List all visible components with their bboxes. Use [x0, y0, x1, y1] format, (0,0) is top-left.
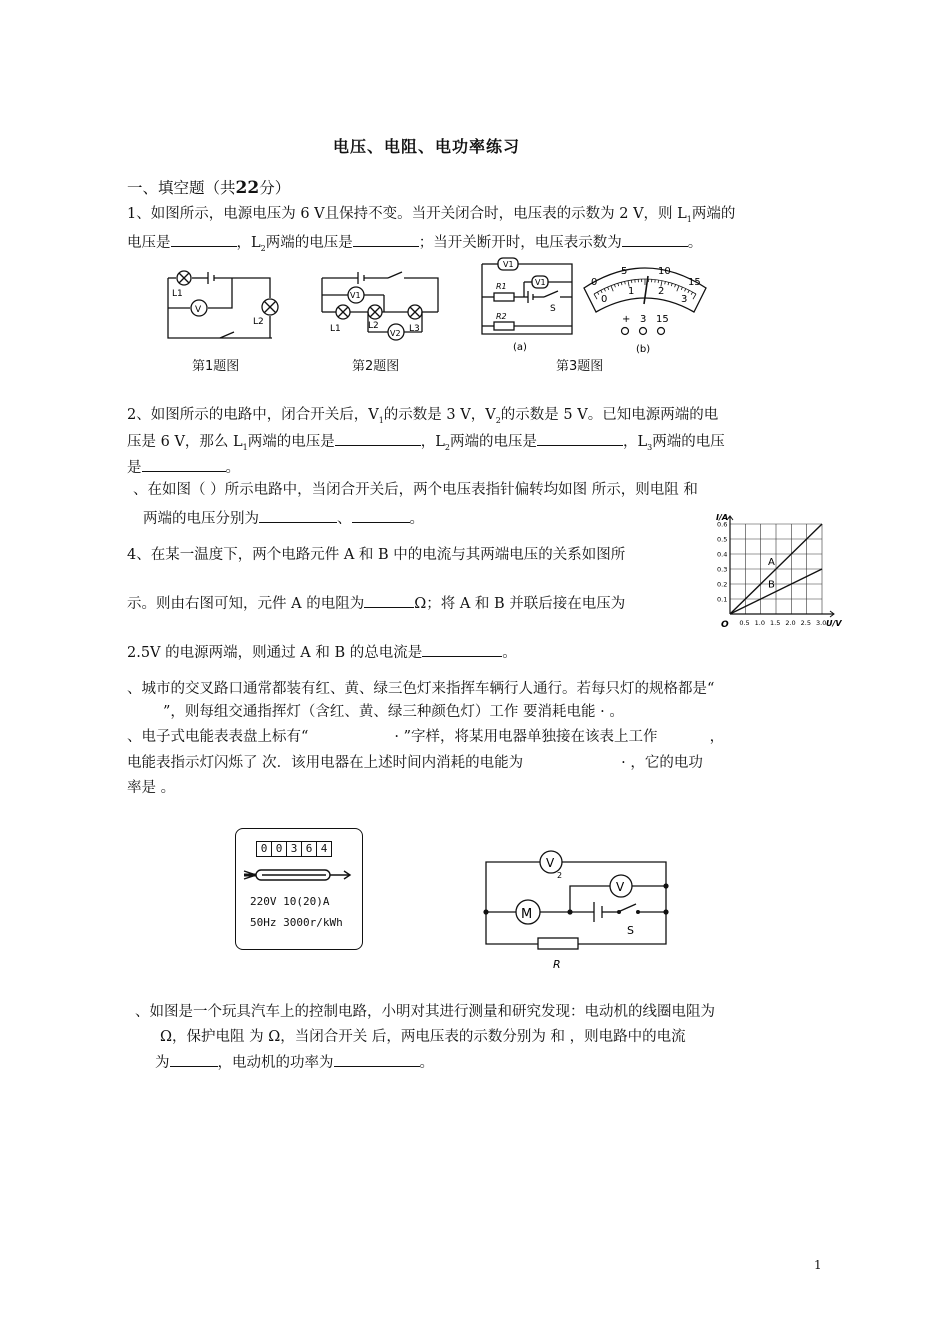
- q2-text: 。: [225, 460, 240, 476]
- meter-tick: [594, 294, 597, 299]
- meter-terminal-label: +: [622, 314, 631, 325]
- series-label: A: [768, 557, 775, 568]
- chart-origin: O: [721, 620, 729, 630]
- q5-line2: ”，则每组交通指挥灯（含红、黄、绿三种颜色灯）工作 要消耗电能 · 。: [163, 704, 624, 720]
- q5-line1: 、城市的交叉路口通常都装有红、黄、绿三色灯来指挥车辆行人通行。若每只灯的规格都是“: [127, 681, 715, 697]
- figure-3a-circuit: [476, 256, 576, 354]
- q4-text: 示。则由右图可知，元件 A 的电阻为: [127, 596, 365, 612]
- q7-blank-2[interactable]: [334, 1051, 420, 1067]
- meter-digit: 0: [272, 841, 287, 857]
- q3-text: 两端的电压分别为: [143, 511, 259, 527]
- q2-sub: 1: [242, 443, 248, 452]
- circuit2-label: 2: [557, 871, 563, 880]
- q4-blank-1[interactable]: [364, 592, 414, 608]
- q1-line2: [127, 231, 702, 259]
- meter-tick: [621, 282, 622, 285]
- meter-tick: [665, 281, 666, 284]
- fig2-label: V1: [350, 291, 361, 300]
- meter-terminal-label: 3: [640, 314, 647, 325]
- figure-1-circuit: [160, 262, 290, 342]
- meter-scale-bottom: 3: [681, 294, 688, 305]
- section-unit: 分）: [259, 179, 291, 197]
- meter-tick: [614, 284, 615, 287]
- chart-ylabel: I/A: [716, 513, 729, 522]
- terminal-circle: [658, 328, 665, 335]
- q7-line3: [155, 1051, 434, 1073]
- q6-line2: [127, 753, 703, 773]
- circuit2-label: R: [553, 958, 561, 971]
- meter-rating: 50Hz 3000r/kWh: [250, 916, 343, 929]
- x-tick-label: 3.0: [816, 619, 827, 627]
- q2-text: 两端的电压是: [247, 434, 335, 450]
- q2-line1: [127, 405, 718, 431]
- fig3a-sublabel: (a): [513, 342, 527, 353]
- q1-text: 电压是: [127, 235, 171, 251]
- q3-line1: 、在如图（ ）所示电路中，当闭合开关后，两个电压表指针偏转均如图 所示，则电阻 和: [133, 482, 698, 498]
- chart-xlabel: U/V: [826, 619, 842, 628]
- q2-text: 两端的电压是: [449, 434, 537, 450]
- q1-text: 两端的: [691, 206, 736, 222]
- meter-scale-bottom: 1: [628, 286, 635, 297]
- q2-text: 是: [127, 460, 142, 476]
- q2-sub: 1: [378, 416, 384, 425]
- meter-tick: [685, 289, 686, 292]
- q3-blank-2[interactable]: [352, 507, 410, 523]
- y-tick-label: 0.4: [717, 550, 728, 559]
- q2-text: 的示数是 3 V，V: [383, 407, 496, 423]
- meter-tick: [688, 290, 689, 293]
- page-title: 电压、电阻、电功率练习: [333, 137, 521, 156]
- meter-rating: 220V 10(20)A: [250, 895, 330, 908]
- circuit2-label: S: [627, 924, 634, 937]
- q1-blank-3[interactable]: [622, 231, 688, 247]
- fig2-caption: 第2题图: [352, 359, 400, 374]
- q2-text: ，L: [622, 434, 648, 450]
- q2-text: 2、如图所示的电路中，闭合开关后，V: [127, 407, 379, 423]
- q2-text: ，L: [420, 434, 445, 450]
- q2-sub: 3: [647, 443, 653, 452]
- meter-tick: [597, 292, 598, 295]
- meter-tick: [677, 286, 679, 292]
- meter-tick: [601, 290, 602, 293]
- q1-text: ；当开关断开时，电压表示数为: [418, 235, 622, 251]
- toy-car-circuit: [478, 848, 678, 974]
- q2-sub: 2: [444, 443, 450, 452]
- y-tick-label: 0.3: [717, 565, 728, 574]
- meter-tick: [611, 286, 613, 292]
- y-tick-label: 0.5: [717, 535, 728, 544]
- meter-scale-bottom: 2: [658, 286, 665, 297]
- series-label: B: [768, 579, 775, 591]
- terminal-circle: [622, 328, 629, 335]
- q4-line2: [127, 592, 625, 614]
- meter-tick: [608, 287, 609, 290]
- meter-tick: [681, 287, 682, 290]
- q1-line1: [127, 204, 735, 230]
- q6-text: 、电子式电能表表盘上标有“: [127, 729, 309, 745]
- q4-blank-2[interactable]: [422, 641, 502, 657]
- q1-text: 1、如图所示，电源电压为 6 V且保持不变。当开关闭合时，电压表的示数为 2 V，则 L: [127, 206, 687, 222]
- fig3a-label: R2: [496, 312, 507, 321]
- meter-scale-bottom: 0: [601, 294, 608, 305]
- terminal-circle: [640, 328, 647, 335]
- q6-text: 电能表指示灯闪烁了 次．该用电器在上述时间内消耗的电能为: [127, 755, 524, 771]
- meter-scale-top: 15: [688, 277, 701, 288]
- y-tick-label: 0.2: [717, 580, 728, 589]
- q6-text: · ”字样，将某用电器单独接在该表上工作: [394, 729, 658, 745]
- q7-text: 。: [419, 1055, 434, 1071]
- q6-text: ，: [709, 729, 725, 745]
- q1-text: 。: [687, 235, 703, 251]
- circuit2-label: M: [521, 907, 533, 922]
- meter-digits: [256, 841, 332, 857]
- q4-text: Ω；将 A 和 B 并联后接在电压为: [414, 596, 626, 612]
- meter-digit: 3: [287, 841, 302, 857]
- meter-scale-top: 5: [621, 266, 628, 277]
- figure-2-circuit: [318, 262, 448, 342]
- q4-text: 。: [502, 645, 517, 661]
- meter-tick: [671, 283, 672, 286]
- y-tick-label: 0.1: [717, 595, 728, 604]
- q6-line1: [127, 727, 724, 747]
- fig1-label: L2: [253, 317, 264, 327]
- fig3b-sublabel: (b): [636, 344, 651, 355]
- q4-line1: 4、在某一温度下，两个电路元件 A 和 B 中的电流与其两端电压的关系如图所: [127, 547, 626, 563]
- q1-sub: 2: [260, 244, 266, 253]
- q7-text: ，电动机的功率为: [217, 1055, 334, 1071]
- fig1-label: L1: [172, 289, 183, 299]
- q6-line3: 率是 。: [127, 780, 176, 796]
- q1-blank-1[interactable]: [171, 231, 237, 247]
- q2-blank-3[interactable]: [142, 456, 226, 472]
- q7-line2: Ω，保护电阻 为 Ω，当闭合开关 后，两电压表的示数分别为 和 ，则电路中的电流: [160, 1029, 686, 1045]
- meter-tick: [625, 281, 626, 284]
- fig2-label: L1: [330, 324, 341, 334]
- fig1-label: V: [195, 305, 202, 315]
- q2-blank-2[interactable]: [537, 430, 623, 446]
- meter-digit: 4: [317, 841, 332, 857]
- x-tick-label: 0.5: [739, 619, 750, 627]
- section-heading: [127, 178, 290, 198]
- q1-sub: 1: [686, 215, 692, 224]
- q4-text: 2.5V 的电源两端，则通过 A 和 B 的总电流是: [127, 645, 423, 661]
- fig3a-label: V1: [535, 278, 546, 287]
- fig2-label: L2: [368, 321, 379, 331]
- q2-blank-1[interactable]: [335, 430, 421, 446]
- q7-line1: 、如图是一个玩具汽车上的控制电路，小明对其进行测量和研究发现：电动机的线圈电阻为: [135, 1004, 715, 1020]
- iu-graph: [706, 508, 846, 634]
- x-tick-label: 2.0: [785, 619, 796, 627]
- y-tick-label: 0.6: [717, 520, 728, 529]
- meter-tick: [691, 292, 692, 295]
- fig2-label: V2: [390, 329, 401, 338]
- page-number: 1: [814, 1258, 822, 1272]
- q3-line2: [143, 507, 424, 529]
- fig1-caption: 第1题图: [192, 359, 240, 374]
- x-tick-label: 1.0: [754, 619, 766, 627]
- circuit2-label: V: [546, 856, 555, 870]
- q2-line3: [127, 456, 240, 478]
- meter-tick: [675, 284, 676, 287]
- x-tick-label: 1.5: [770, 619, 781, 627]
- meter-scale-top: 10: [658, 266, 671, 277]
- x-tick-label: 2.5: [800, 619, 812, 627]
- meter-tick: [693, 294, 696, 299]
- energy-meter: [235, 828, 363, 950]
- meter-indicator-icon: [242, 865, 356, 885]
- q2-line2: [127, 430, 725, 458]
- q3-text: 、: [337, 511, 352, 527]
- meter-terminal-label: 15: [656, 314, 669, 325]
- q2-sub: 2: [495, 416, 501, 425]
- q3-blank-1[interactable]: [259, 507, 337, 523]
- circuit2-label: V: [616, 880, 625, 894]
- figure-3b-voltmeter: [580, 258, 710, 356]
- q1-text: 两端的电压是: [265, 235, 353, 251]
- fig3a-label: R1: [496, 282, 507, 291]
- fig3a-label: V1: [503, 260, 514, 269]
- meter-digit: 0: [256, 841, 272, 857]
- meter-tick: [618, 283, 619, 286]
- meter-scale-top: 0: [591, 277, 598, 288]
- q1-text: ，L: [236, 235, 261, 251]
- q3-text: 。: [409, 511, 424, 527]
- meter-digit: 6: [302, 841, 317, 857]
- q2-text: 压是 6 V，那么 L: [127, 434, 243, 450]
- q2-text: 两端的电压: [652, 434, 725, 450]
- q1-blank-2[interactable]: [353, 231, 419, 247]
- fig2-label: L3: [409, 324, 420, 334]
- fig3-caption: 第3题图: [556, 359, 604, 374]
- q6-text: · ，它的电功: [621, 755, 703, 771]
- q7-text: 为: [155, 1055, 170, 1071]
- q7-blank-1[interactable]: [170, 1051, 218, 1067]
- q2-text: 的示数是 5 V。已知电源两端的电: [500, 407, 719, 423]
- meter-tick: [604, 289, 605, 292]
- fig3a-label: S: [550, 304, 556, 314]
- q4-line3: [127, 641, 517, 663]
- meter-tick: [668, 282, 669, 285]
- section-points: 22: [235, 178, 260, 198]
- section-label: 一、填空题（共: [127, 179, 236, 197]
